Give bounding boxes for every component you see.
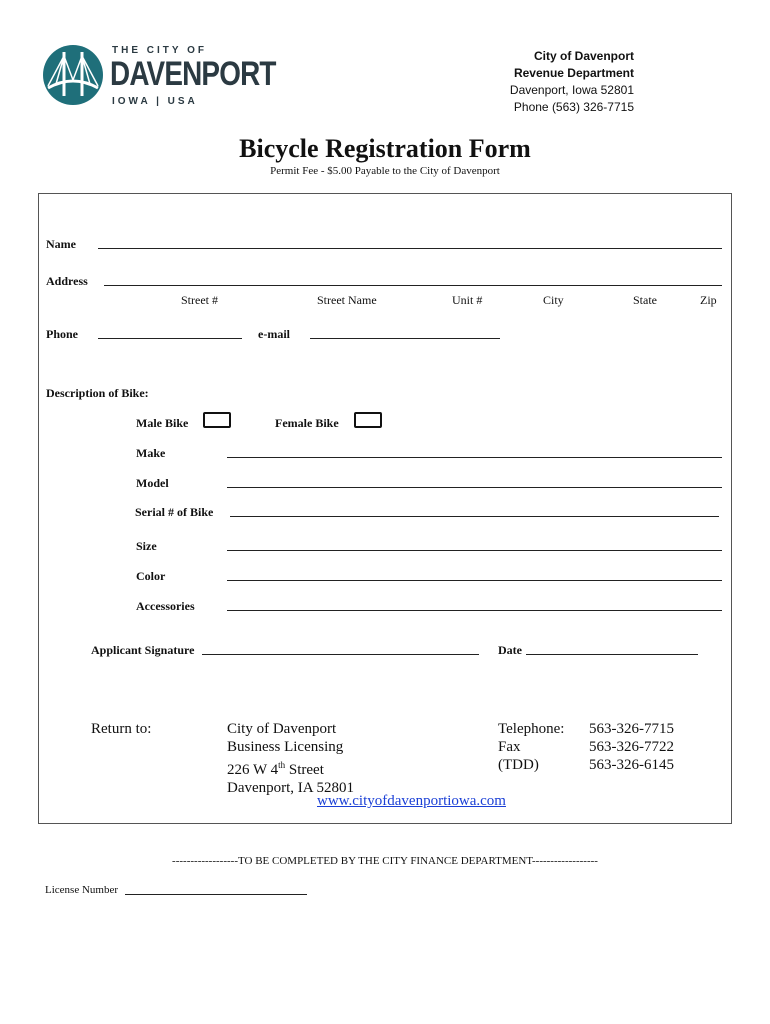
address-field[interactable] bbox=[104, 285, 722, 286]
email-label: e-mail bbox=[258, 327, 290, 341]
finance-note: ------------------TO BE COMPLETED BY THE CITY FINANCE DEPARTMENT------------------ bbox=[172, 855, 598, 867]
size-label: Size bbox=[136, 539, 157, 553]
page-subtitle: Permit Fee - $5.00 Payable to the City of Davenport bbox=[270, 165, 500, 177]
page-title: Bicycle Registration Form bbox=[239, 134, 531, 163]
website-link[interactable]: www.cityofdavenportiowa.com bbox=[317, 793, 506, 809]
tdd-label: (TDD) bbox=[498, 757, 539, 773]
logo-line1: THE CITY OF bbox=[112, 45, 208, 56]
header-address bbox=[440, 48, 634, 116]
serial-field[interactable] bbox=[230, 516, 719, 517]
return-street bbox=[227, 756, 354, 779]
header-address-line1: City of Davenport bbox=[533, 49, 634, 63]
date-field[interactable] bbox=[526, 654, 698, 655]
phone-field[interactable] bbox=[98, 338, 242, 339]
logo-line3: IOWA | USA bbox=[112, 96, 198, 107]
address-state-caption: State bbox=[633, 293, 657, 307]
male-bike-label: Male Bike bbox=[136, 416, 189, 430]
phone-label: Phone bbox=[46, 327, 79, 341]
return-address bbox=[227, 720, 354, 797]
contact-labels bbox=[498, 720, 564, 774]
female-bike-label: Female Bike bbox=[275, 416, 339, 430]
accessories-field[interactable] bbox=[227, 610, 722, 611]
header-address-line3: Davenport, Iowa 52801 bbox=[509, 83, 634, 97]
header-address-line4: Phone (563) 326-7715 bbox=[513, 100, 634, 114]
serial-label: Serial # of Bike bbox=[135, 505, 214, 519]
return-street-pre: 226 W 4 bbox=[227, 762, 279, 778]
fax-label: Fax bbox=[498, 739, 521, 755]
female-bike-checkbox[interactable] bbox=[354, 412, 382, 428]
name-field[interactable] bbox=[98, 248, 722, 249]
make-label: Make bbox=[136, 446, 166, 460]
return-org: City of Davenport bbox=[227, 721, 337, 737]
address-label: Address bbox=[46, 274, 88, 288]
address-street-name-caption: Street Name bbox=[317, 293, 377, 307]
model-label: Model bbox=[136, 476, 169, 490]
bridge-emblem-icon bbox=[42, 44, 104, 106]
telephone-label: Telephone: bbox=[498, 721, 565, 737]
license-number-field[interactable] bbox=[125, 894, 307, 895]
color-field[interactable] bbox=[227, 580, 722, 581]
signature-field[interactable] bbox=[202, 654, 479, 655]
color-label: Color bbox=[136, 569, 166, 583]
make-field[interactable] bbox=[227, 457, 722, 458]
return-dept: Business Licensing bbox=[227, 739, 344, 755]
license-number-label: License Number bbox=[45, 884, 118, 896]
city-logo bbox=[42, 44, 274, 106]
contact-numbers bbox=[589, 720, 674, 774]
signature-label: Applicant Signature bbox=[91, 643, 195, 657]
date-label: Date bbox=[498, 643, 522, 657]
address-unit-caption: Unit # bbox=[452, 293, 483, 307]
address-city-caption: City bbox=[543, 293, 564, 307]
return-city: Davenport, IA 52801 bbox=[227, 780, 355, 796]
size-field[interactable] bbox=[227, 550, 722, 551]
email-field[interactable] bbox=[310, 338, 500, 339]
accessories-label: Accessories bbox=[136, 599, 195, 613]
tdd-number: 563-326-6145 bbox=[589, 757, 674, 773]
address-street-num-caption: Street # bbox=[181, 293, 218, 307]
logo-line2: DAVENPORT bbox=[110, 55, 276, 93]
description-label: Description of Bike: bbox=[46, 386, 149, 400]
address-zip-caption: Zip bbox=[700, 293, 717, 307]
telephone-number: 563-326-7715 bbox=[589, 721, 674, 737]
fax-number: 563-326-7722 bbox=[589, 739, 674, 755]
return-street-post: Street bbox=[285, 762, 324, 778]
model-field[interactable] bbox=[227, 487, 722, 488]
male-bike-checkbox[interactable] bbox=[203, 412, 231, 428]
header-address-line2: Revenue Department bbox=[513, 66, 634, 80]
name-label: Name bbox=[46, 237, 76, 251]
return-street-sup: th bbox=[278, 760, 286, 770]
return-to-label: Return to: bbox=[91, 721, 152, 737]
